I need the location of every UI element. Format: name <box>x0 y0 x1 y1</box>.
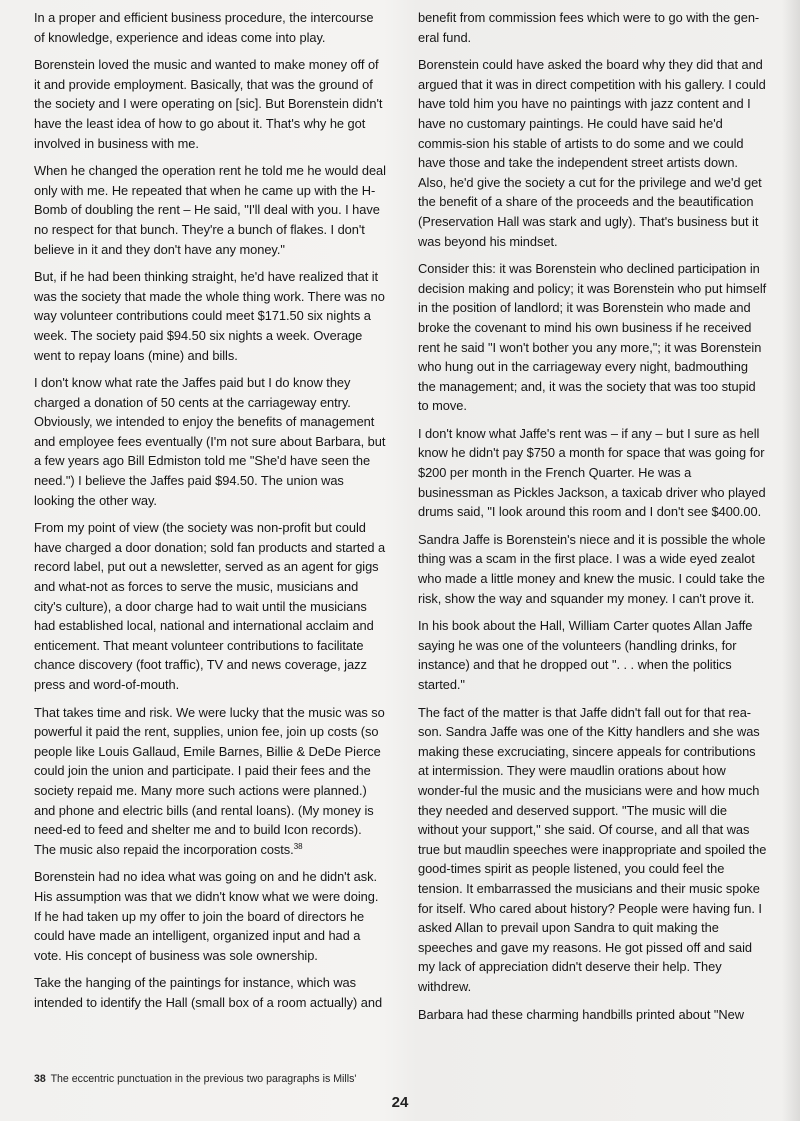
paragraph: The fact of the matter is that Jaffe didn't fall out for that rea-son. Sandra Jaffe was one of the Kitty handlers and she was making these excruciating, sincere appeals for contributions at intermission. They were maudlin orations about how wonder-ful the music and the musicians were and how much they needed and deserved support. "The music will die without your support," she said. Of course, and all that was true but maudlin speeches were inappropriate and spoiled the good-times spirit as people listened, you could feel the tension. It embarrassed the musicians and their music spoke for itself. Who cared about history? People were having fun. I asked Allan to prevail upon Sandra to quit making the speeches and gave my reasons. He got pissed off and said my lack of appreciation didn't deserve their help. They withdrew. <box>418 704 767 994</box>
paragraph: In his book about the Hall, William Carter quotes Allan Jaffe saying he was one of the volunteers (handling drinks, for instance) and that he dropped out ". . . when the politics started." <box>418 618 753 692</box>
paragraph: In a proper and efficient business procedure, the intercourse of knowledge, experience and ideas come into play. <box>34 10 374 45</box>
footnote-reference: 38 <box>293 841 303 851</box>
paragraph: Sandra Jaffe is Borenstein's niece and it is possible the whole thing was a scam in the first place. I was a wide eyed zealot who made a little money and knew the music. I could take the risk, show the way and squander my money. I can't prove it. <box>418 531 766 606</box>
paragraph: But, if he had been thinking straight, he'd have realized that it was the society that made the whole thing work. There was no way volunteer contributions could meet $171.50 six nights a week. The society paid $94.50 six nights a week. Overage went to repay loans (mine) and bills. <box>34 269 385 363</box>
page-edge-shadow <box>782 0 800 1121</box>
footnote-text: The eccentric punctuation in the previous two paragraphs is Mills' <box>50 1073 357 1085</box>
paragraph: benefit from commission fees which were to go with the gen-eral fund. <box>418 10 760 45</box>
paragraph: Borenstein could have asked the board why they did that and argued that it was in direct competition with his gallery. I could have told him you have no paintings with jazz content and I have no customary paintings. He could have said he'd commis-sion his stable of artists to do some and we could have those and take the independent street artists down. Also, he'd give the society a cut for the privilege and we'd get the benefit of a share of the proceeds and the beautification (Preservation Hall was stark and ugly). That's business but it was beyond his mindset. <box>418 57 766 249</box>
paragraph: Borenstein loved the music and wanted to make money off of it and provide employment. Basically, that was the ground of the society and I were operating on [sic]. But Borenstein didn't have the least idea of how to go about it. That's why he got involved in business with me. <box>34 57 383 151</box>
paragraph: Consider this: it was Borenstein who declined participation in decision making and policy; it was Borenstein who put himself in the position of landlord; it was Borenstein who made and broke the covenant to mind his own business if he received rent he said "I won't bother you any more,"; it was Borenstein who hung out in the carriageway every night, badmouthing the management; and, it was the society that was too stupid to move. <box>418 261 767 414</box>
paragraph: Barbara had these charming handbills printed about "New <box>418 1006 744 1022</box>
page-number: 24 <box>391 1094 409 1111</box>
paragraph: From my point of view (the society was non-profit but could have charged a door donation; sold fan products and started a record label, put out a newsletter, served as an agent for gigs and what-not as forces to serve the music, musicians and city's culture), a door charge had to wait until the musicians had established local, national and international acclaim and enticement. That meant volunteer contributions to facilitate chance discovery (foot traffic), TV and news coverage, jazz press and word-of-mouth. <box>34 520 386 692</box>
paragraph-text: That takes time and risk. We were lucky that the music was so powerful it paid the rent, supplies, union fee, join up costs (so people like Louis Gallaud, Emile Barnes, Billie & DeDe Pierce could join the union and participate. I paid their fees and the society repaid me. Many more such actions were planned.) and phone and electric bills (and rental loans). (My money is need-ed to feed and shelter me and to build Icon records). The music also repaid the incorporation costs. <box>34 704 385 857</box>
paragraph: Borenstein had no idea what was going on and he didn't ask. His assumption was that we didn't know what we were doing. If he had taken up my offer to join the board of directors he could have made an intelligent, organized input and had a vote. His concept of business was sole ownership. <box>34 869 379 963</box>
paragraph: I don't know what rate the Jaffes paid but I do know they charged a donation of 50 cents at the carriageway entry. Obviously, we intended to enjoy the benefits of management and employee fees eventually (I'm not sure about Barbara, but a few years ago Bill Edmiston told me "She'd have seen the need.") I believe the Jaffes paid $94.50. The union was looking the other way. <box>34 375 386 508</box>
left-column <box>34 8 386 1021</box>
paragraph: I don't know what Jaffe's rent was – if any – but I sure as hell know he didn't pay $750 a month for space that was going for $200 per month in the French Quarter. He was a businessman as Pickles Jackson, a taxicab driver who played drums said, "I look around this room and I don't see $400.00. <box>418 425 766 520</box>
paragraph-with-footnote <box>34 703 386 860</box>
paragraph: Take the hanging of the paintings for instance, which was intended to identify the Hall (small box of a room actually) and <box>34 975 383 1010</box>
footnote-number: 38 <box>34 1073 46 1085</box>
right-column <box>418 8 768 1032</box>
footnote <box>34 1073 404 1086</box>
paragraph: When he changed the operation rent he told me he would deal only with me. He repeated that when he came up with the H-Bomb of doubling the rent – He said, "I'll deal with you. I have no respect for that bunch. They're a bunch of flakes. I don't believe in it and they don't have any money." <box>34 163 386 257</box>
